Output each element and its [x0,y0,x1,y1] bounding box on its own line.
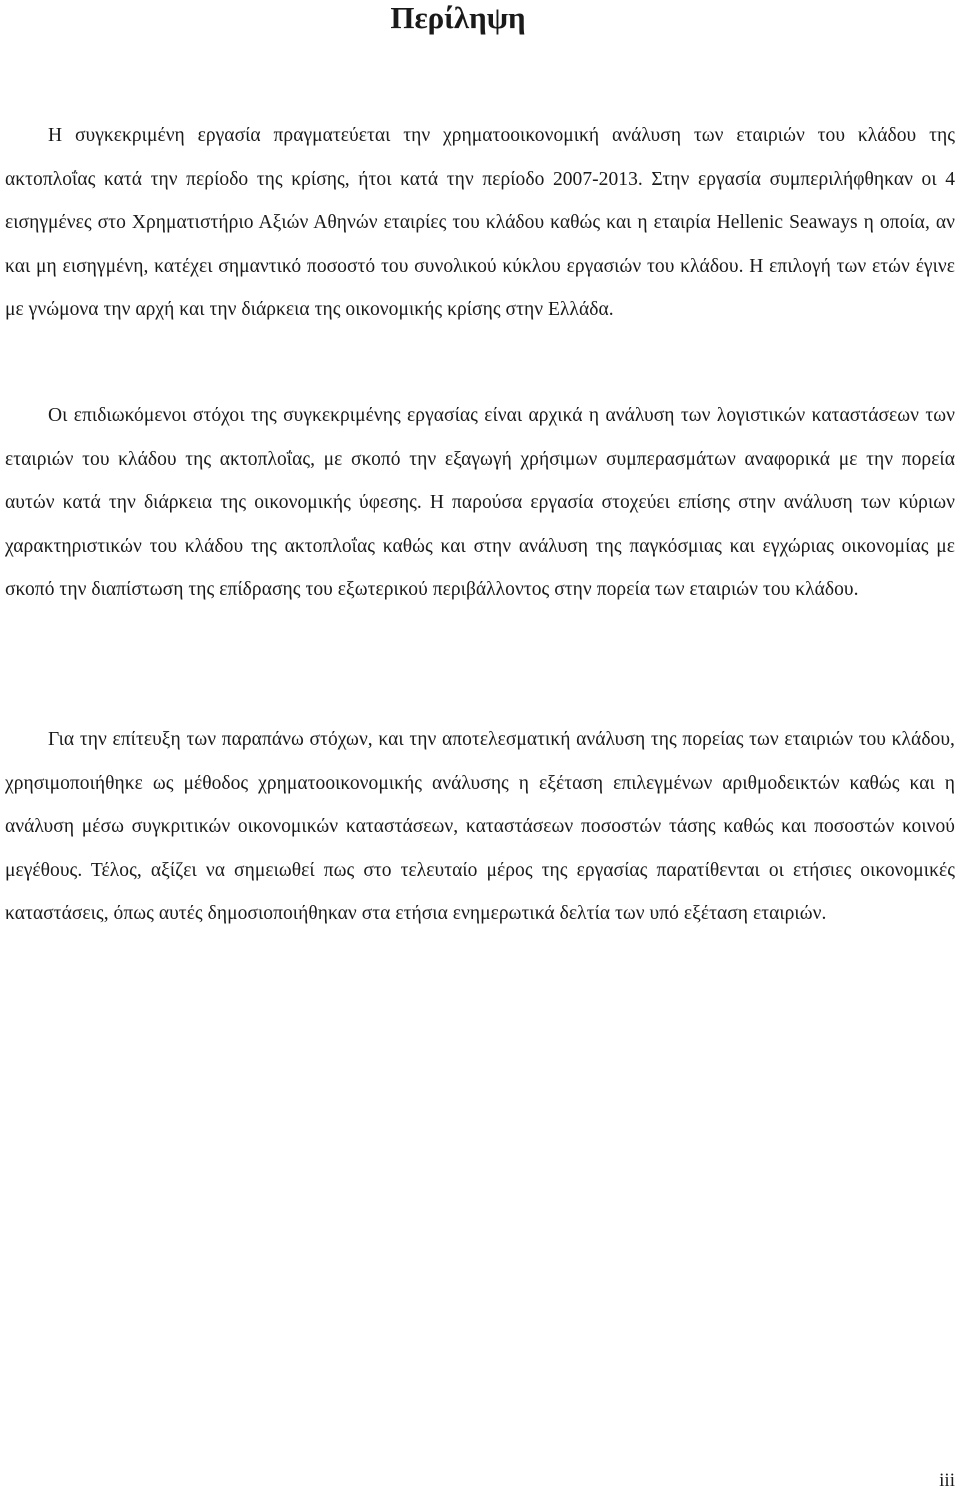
paragraph-3: Για την επίτευξη των παραπάνω στόχων, και την αποτελεσματική ανάλυση της πορείας των εταιριών του κλάδου, χρησιμοποιήθηκε ως μέθοδος χρηματοοικονομικής ανάλυσης η εξέταση επιλεγμένων αριθμοδεικτών καθώς και η ανάλυση μέσω συγκριτικών οικονομικών καταστάσεων, καταστάσεων ποσοστών τάσης καθώς και ποσοστών κοινού μεγέθους. Τέλος, αξίζει να σημειωθεί πως στο τελευταίο μέρος της εργασίας παρατίθενται οι ετήσιες οικονομικές καταστάσεις, όπως αυτές δημοσιοποιήθηκαν στα ετήσια ενημερωτικά δελτία των υπό εξέταση εταιριών. [5,729,955,924]
page-title: Περίληψη [390,0,526,35]
paragraph-2: Οι επιδιωκόμενοι στόχοι της συγκεκριμένης εργασίας είναι αρχικά η ανάλυση των λογιστικών καταστάσεων των εταιριών του κλάδου της ακτοπλοΐας, με σκοπό την εξαγωγή χρήσιμων συμπερασμάτων αναφορικά με την πορεία αυτών κατά την διάρκεια της οικονομικής ύφεσης. Η παρούσα εργασία στοχεύει επίσης στην ανάλυση των κύριων χαρακτηριστικών του κλάδου της ακτοπλοΐας καθώς και στην ανάλυση της παγκόσμιας και εγχώριας οικονομίας με σκοπό την διαπίστωση της επίδρασης του εξωτερικού περιβάλλοντος στην πορεία των εταιριών του κλάδου. [5,405,955,600]
paragraph-1: Η συγκεκριμένη εργασία πραγματεύεται την χρηματοοικονομική ανάλυση των εταιριών του κλάδου της ακτοπλοΐας κατά την περίοδο της κρίσης, ήτοι κατά την περίοδο 2007-2013. Στην εργασία συμπεριλήφθηκαν οι 4 εισηγμένες στο Χρηματιστήριο Αξιών Αθηνών εταιρίες του κλάδου καθώς και η εταιρία Hellenic Seaways η οποία, αν και μη εισηγμένη, κατέχει σημαντικό ποσοστό του συνολικού κύκλου εργασιών του κλάδου. Η επιλογή των ετών έγινε με γνώμονα την αρχή και την διάρκεια της οικονομικής κρίσης στην Ελλάδα. [5,125,955,320]
page-number: iii [939,1470,955,1491]
